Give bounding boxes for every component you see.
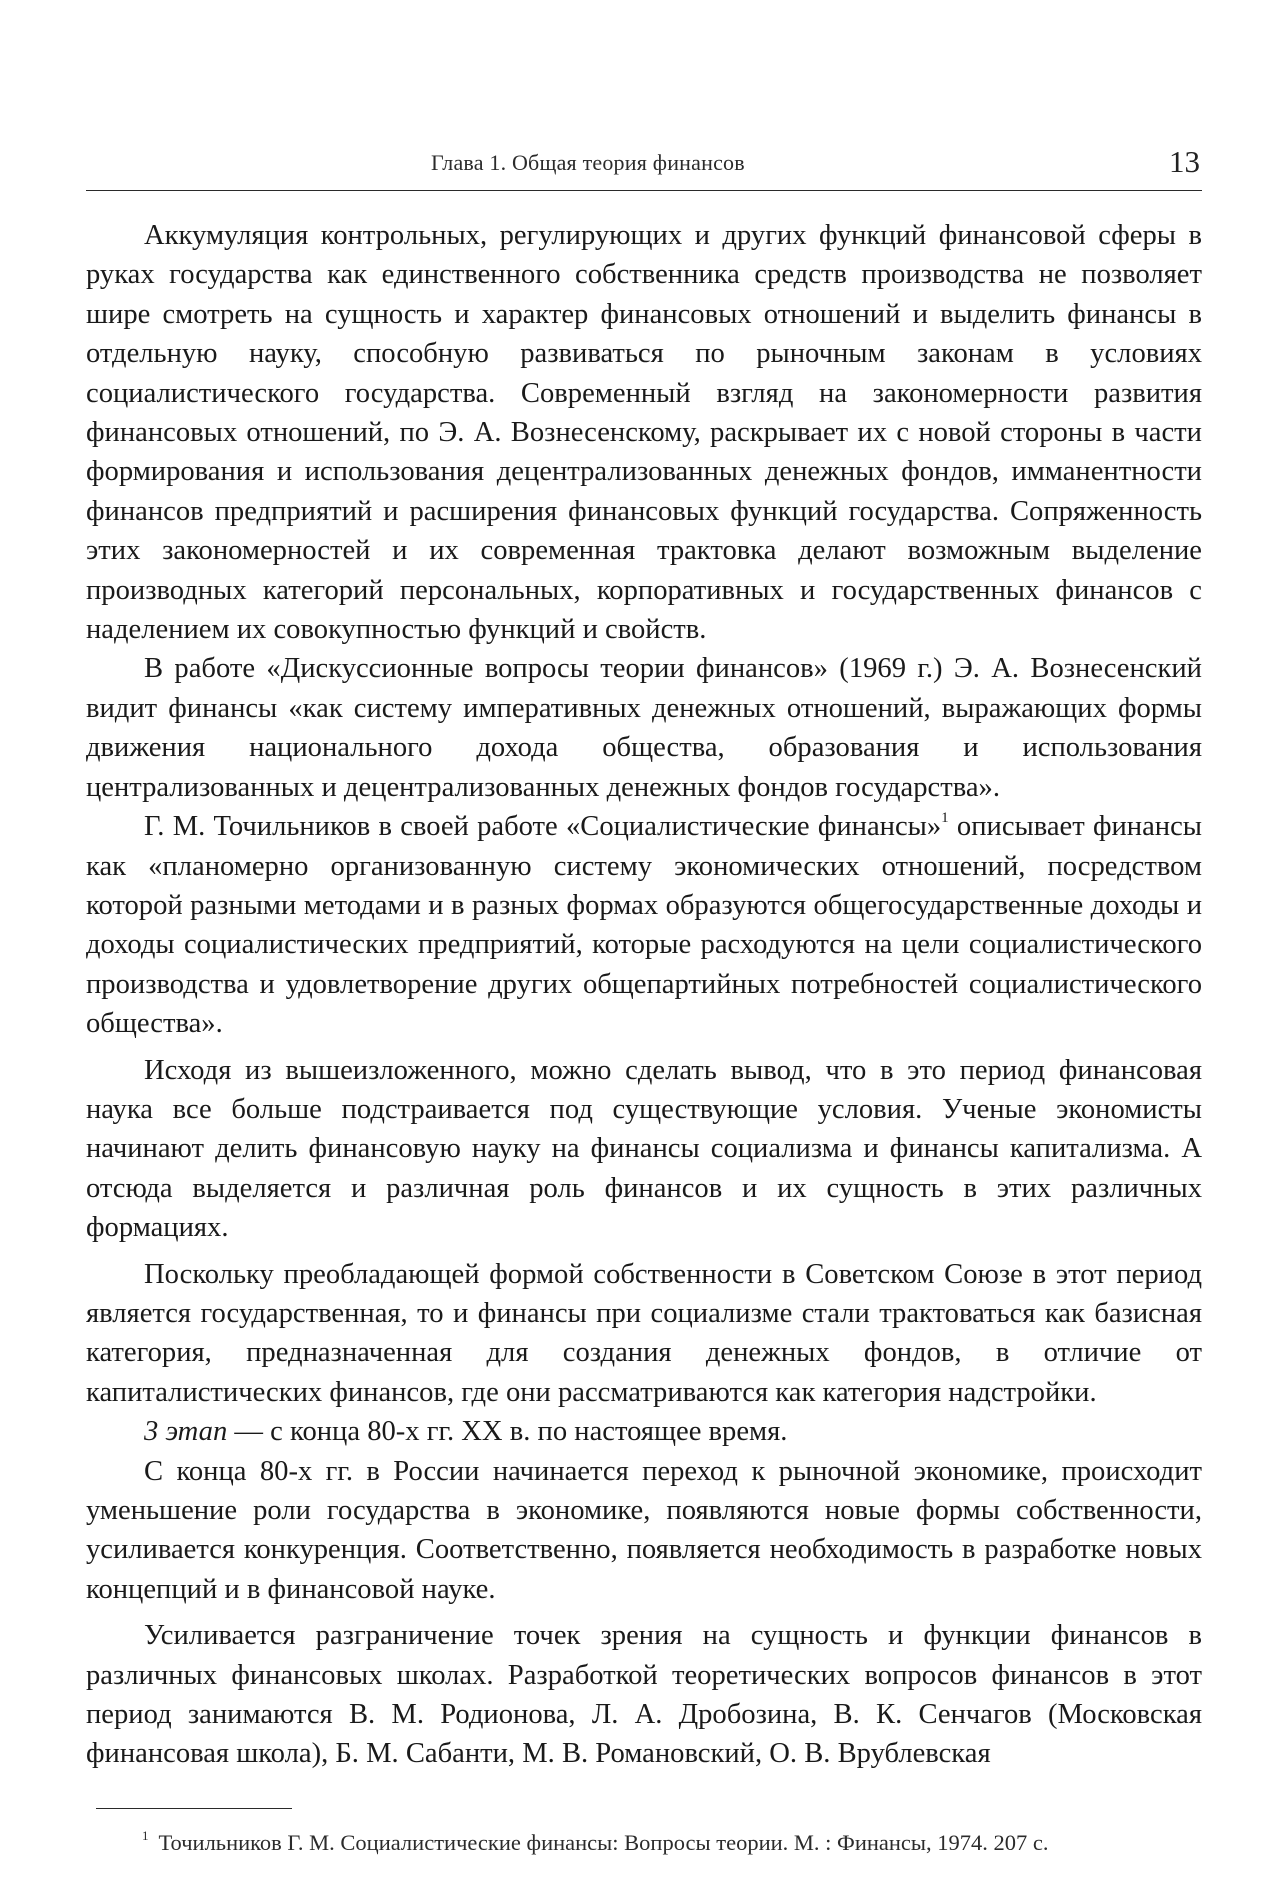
book-page [86,0,1202,1904]
paragraph-tochilnikov-start: Г. М. Точильников в своей работе «Социалистические финансы» [144,811,942,843]
footnote [142,1828,1202,1858]
body-text [86,216,1202,1774]
paragraph-tochilnikov-end: описывает финансы как «планомерно организованную систему экономических отношений, посредством которой разными методами и в разных формах образуются общегосударственные доходы и доходы социалистических предприятий, которые расходуются на цели социалистического производства и удовлетворение других общепартийных потребностей социалистического общества». [86,811,1202,1040]
paragraph-finance-schools: Усиливается разграничение точек зрения на сущность и функции финансов в различных финансовых школах. Разработкой теоретических вопросов финансов в этот период занимаются В. М. Родионова, Л. А. Дробозина, В. К. Сенчагов (Московская финансовая школа), Б. М. Сабанти, М. В. Романовский, О. В. Врублевская [86,1620,1202,1770]
paragraph-stage-3 [86,1412,1202,1451]
running-header [86,142,1202,191]
paragraph-market-transition: С конца 80-х гг. в России начинается переход к рыночной экономике, происходит уменьшение роли государства в экономике, появляются новые формы собственности, усиливается конкуренция. Соответственно, появляется необходимость в разработке новых концепций и в финансовой науке. [86,1455,1202,1605]
paragraph-conclusion: Исходя из вышеизложенного, можно сделать вывод, что в это период финансовая наука все больше подстраивается под существующие условия. Ученые экономисты начинают делить финансовую науку на финансы социализма и финансы капитализма. А отсюда выделяется и различная роль финансов и их сущность в этих различных формациях. [86,1054,1202,1244]
stage-3-period: — с конца 80-х гг. XX в. по настоящее время. [227,1416,788,1448]
footnote-marker: 1 [142,1828,149,1843]
stage-3-term: 3 этап [144,1416,228,1448]
footnote-reference: 1 [941,810,949,827]
footnote-text: Точильников Г. М. Социалистические финансы: Вопросы теории. М. : Финансы, 1974. 207 с. [158,1830,1049,1855]
paragraph-ownership: Поскольку преобладающей формой собственности в Советском Союзе в этот период является государственная, то и финансы при социализме стали трактоваться как базисная категория, предназначенная для создания денежных фондов, в отличие от капиталистических финансов, где они рассматриваются как категория надстройки. [86,1258,1202,1408]
paragraph-voznesensky: В работе «Дискуссионные вопросы теории финансов» (1969 г.) Э. А. Вознесенский видит финансы «как систему императивных денежных отношений, выражающих формы движения национального дохода общества, образования и использования централизованных и децентрализованных денежных фондов государства». [86,653,1202,803]
page-number: 13 [1169,144,1200,179]
paragraph-accumulation: Аккумуляция контрольных, регулирующих и других функций финансовой сферы в руках государства как единственного собственника средств производства не позволяет шире смотреть на сущность и характер финансовых отношений и выделить финансы в отдельную науку, способную развиваться по рыночным законам в условиях социалистического государства. Современный взгляд на закономерности развития финансовых отношений, по Э. А. Вознесенскому, раскрывает их с новой стороны в части формирования и использования децентрализованных денежных фондов, имманентности финансов предприятий и расширения финансовых функций государства. Сопряженность этих закономерностей и их современная трактовка делают возможным выделение производных категорий персональных, корпоративных и государственных финансов с наделением их совокупностью функций и свойств. [86,220,1202,646]
chapter-title: Глава 1. Общая теория финансов [431,150,745,175]
paragraph-tochilnikov [86,807,1202,1043]
footnote-divider [96,1808,292,1809]
